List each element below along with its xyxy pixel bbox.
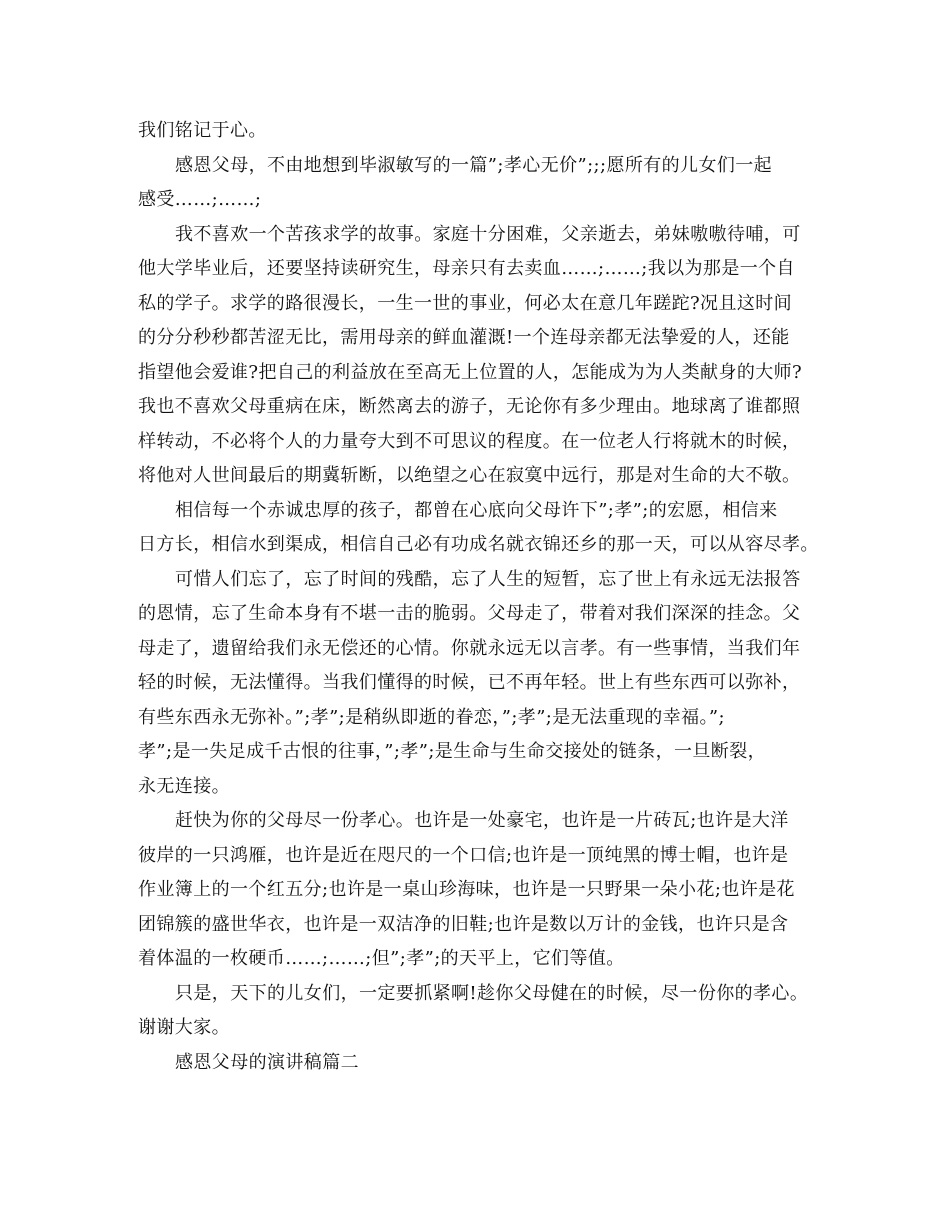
text-line: 孝”;是一失足成千古恨的往事，”;孝”;是生命与生命交接处的链条，一旦断裂， xyxy=(138,741,766,762)
text-line: 将他对人世间最后的期冀斩断，以绝望之心在寂寞中远行，那是对生命的大不敬。 xyxy=(138,465,801,486)
text-line: 感恩父母，不由地想到毕淑敏写的一篇”;孝心无价”;;;愿所有的儿女们一起 xyxy=(175,154,773,176)
text-line: 的恩情，忘了生命本身有不堪一击的脆弱。父母走了，带着对我们深深的挂念。父 xyxy=(138,603,801,624)
text-line: 日方长，相信水到渠成，相信自己必有功成名就衣锦还乡的那一天，可以从容尽孝。 xyxy=(138,534,819,555)
section-heading: 感恩父母的演讲稿篇二 xyxy=(175,1051,359,1073)
text-line: 有些东西永无弥补。”;孝”;是稍纵即逝的眷恋，”;孝”;是无法重现的幸福。”; xyxy=(138,706,725,728)
text-line: 着体温的一枚硬币……;……;但”;孝”;的天平上，它们等值。 xyxy=(138,948,625,969)
text-line: 赶快为你的父母尽一份孝心。也许是一处豪宅，也许是一片砖瓦;也许是大洋 xyxy=(175,810,789,831)
text-line: 我不喜欢一个苦孩求学的故事。家庭十分困难，父亲逝去，弟妹嗷嗷待哺，可 xyxy=(175,223,801,245)
text-line: 感受……;……; xyxy=(138,189,262,210)
text-line: 团锦簇的盛世华衣，也许是一双洁净的旧鞋;也许是数以万计的金钱，也许只是含 xyxy=(138,913,789,935)
text-line: 样转动，不必将个人的力量夸大到不可思议的程度。在一位老人行将就木的时候， xyxy=(138,430,801,452)
text-line: 轻的时候，无法懂得。当我们懂得的时候，已不再年轻。世上有些东西可以弥补， xyxy=(138,672,801,693)
text-line: 我们铭记于心。 xyxy=(138,120,267,141)
text-line: 只是，天下的儿女们，一定要抓紧啊!趁你父母健在的时候，尽一份你的孝心。 xyxy=(175,982,809,1004)
text-line: 我也不喜欢父母重病在床，断然离去的游子，无论你有多少理由。地球离了谁都照 xyxy=(138,396,801,417)
text-line: 他大学毕业后，还要坚持读研究生，母亲只有去卖血……;……;我以为那是一个自 xyxy=(138,258,795,279)
text-line: 私的学子。求学的路很漫长，一生一世的事业，何必太在意几年蹉跎?况且这时间 xyxy=(138,292,793,314)
text-line: 可惜人们忘了，忘了时间的残酷，忘了人生的短暂，忘了世上有永远无法报答 xyxy=(175,568,801,590)
text-line: 的分分秒秒都苦涩无比，需用母亲的鲜血灌溉!一个连母亲都无法挚爱的人，还能 xyxy=(138,327,790,348)
text-line: 母走了，遗留给我们永无偿还的心情。你就永远无以言孝。有一些事情，当我们年 xyxy=(138,637,801,659)
text-line: 指望他会爱谁?把自己的利益放在至高无上位置的人，怎能成为为人类献身的大师? xyxy=(138,361,803,383)
text-line: 彼岸的一只鸿雁，也许是近在咫尺的一个口信;也许是一顶纯黑的博士帽，也许是 xyxy=(138,844,789,866)
body-text xyxy=(138,114,818,1080)
text-line: 永无连接。 xyxy=(138,775,230,797)
text-line: 作业簿上的一个红五分;也许是一桌山珍海味，也许是一只野果一朵小花;也许是花 xyxy=(138,879,795,900)
text-line: 相信每一个赤诚忠厚的孩子，都曾在心底向父母许下”;孝”;的宏愿，相信来 xyxy=(175,499,778,521)
text-line: 谢谢大家。 xyxy=(138,1017,230,1038)
